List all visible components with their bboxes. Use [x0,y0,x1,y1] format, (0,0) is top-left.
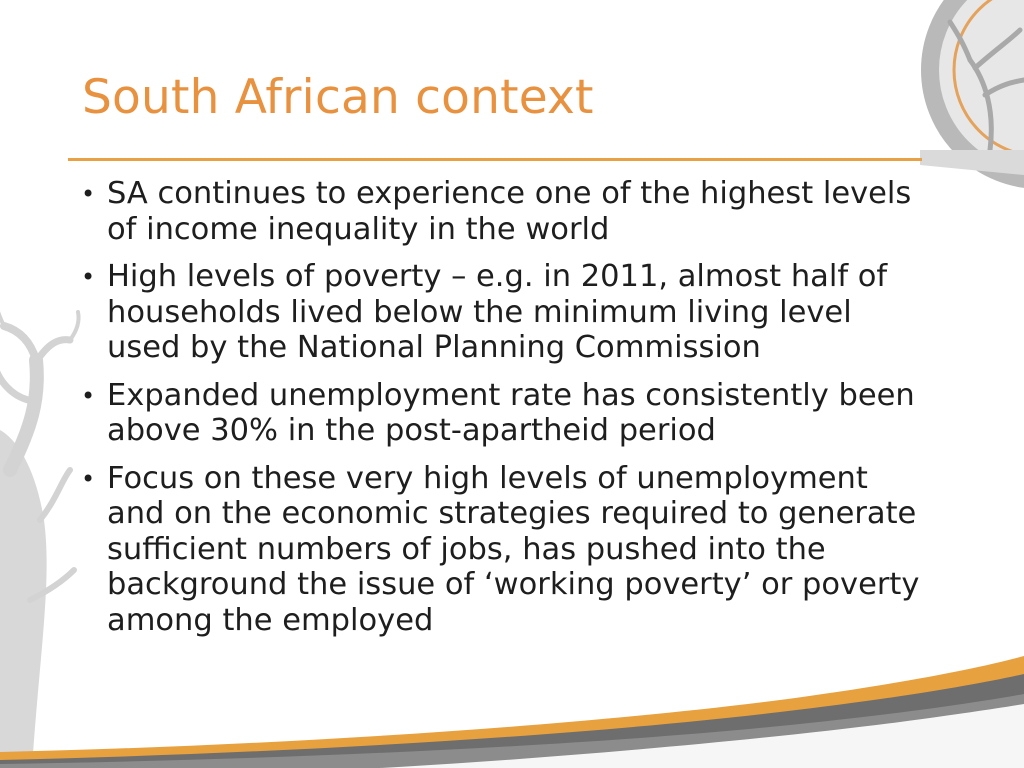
bullet-text: SA continues to experience one of the highest levels of income inequality in the world [107,176,912,247]
bottom-swoosh [0,656,1024,768]
bullet-point-icon: • [81,381,96,410]
bullet-point-icon: • [81,180,96,208]
bullet-text: High levels of poverty – e.g. in 2011, almost half of households lived below the minimum living level used by the National Planning Commission [107,259,888,365]
title-divider [68,158,922,161]
bullet-list [74,176,934,650]
bullet-item [74,259,934,366]
logo-emblem-top-right [920,0,1024,180]
bullet-item [74,461,934,639]
tree-illustration-left [0,306,79,768]
bullet-text: Expanded unemployment rate has consistently been above 30% in the post-apartheid period [107,377,915,448]
bullet-point-icon: • [81,464,96,493]
bullet-text: Focus on these very high levels of unemployment and on the economic strategies required to generate sufficient numbers of jobs, has pushed into the background the issue of ‘working poverty’ or poverty among the employed [107,460,920,638]
bullet-point-icon: • [81,263,96,291]
bullet-item [74,176,934,247]
bullet-item [74,378,934,449]
slide-title: South African context [82,70,594,125]
